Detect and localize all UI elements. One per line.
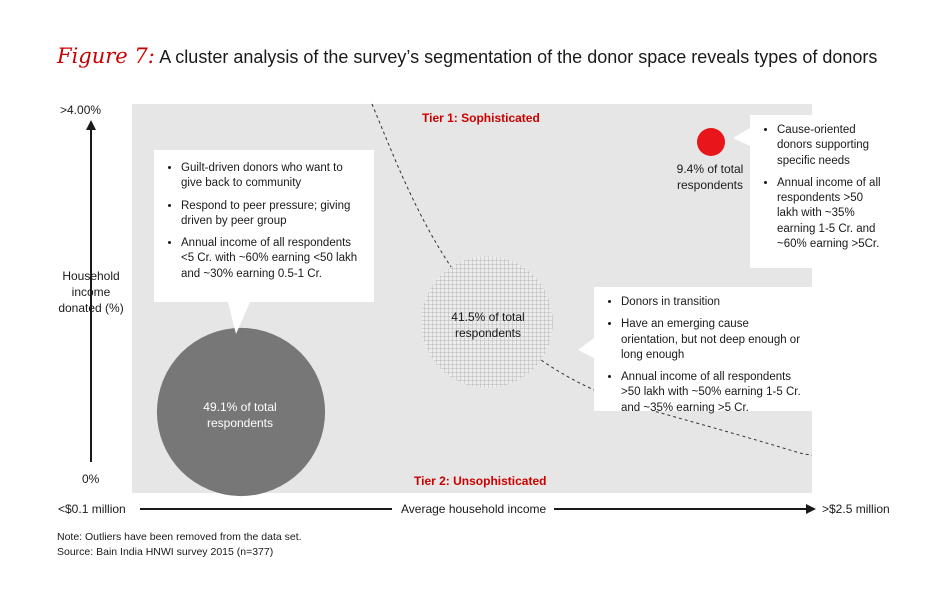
callout-2-bullet-2: • Have an emerging cause orientation, but not deep enough or long enough	[621, 317, 802, 363]
callout-3-bullet-1: • Cause-oriented donors supporting specific needs	[777, 123, 884, 169]
cluster-2-label: 41.5% of total respondents	[451, 310, 525, 340]
callout-1-bullet-2: • Respond to peer pressure; giving driven by peer group	[181, 199, 362, 230]
callout-1-bullet-3: • Annual income of all respondents <5 Cr. with ~60% earning <50 lakh and ~30% earning 0.5-1 Cr.	[181, 236, 362, 282]
callout-cluster-2	[594, 287, 812, 414]
callout-cluster-3	[750, 115, 892, 268]
footnotes	[57, 530, 302, 559]
figure-title-text: A cluster analysis of the survey’s segmentation of the donor space reveals types of donors	[159, 47, 878, 67]
y-axis-min-label: 0%	[82, 472, 100, 486]
callout-cluster-1	[154, 150, 374, 302]
callout-3-bullet-2: • Annual income of all respondents >50 lakh with ~35% earning 1-5 Cr. and ~60% earning >5Cr.	[777, 176, 884, 252]
callout-1-bullet-1: • Guilt-driven donors who want to give back to community	[181, 161, 362, 192]
note-text: Note: Outliers have been removed from the data set.	[57, 531, 302, 543]
cluster-marker-3	[697, 128, 725, 156]
cluster-1-label: 49.1% of total respondents	[203, 400, 277, 430]
y-axis-max-label: >4.00%	[60, 103, 102, 117]
x-axis-title: Average household income	[401, 502, 547, 516]
x-axis-min-label: <$0.1 million	[58, 502, 126, 516]
figure-label: Figure 7:	[57, 44, 155, 68]
tier-1-label: Tier 1: Sophisticated	[422, 111, 540, 125]
callout-pointer-3	[733, 128, 750, 146]
callout-2-bullet-1: • Donors in transition	[621, 295, 802, 310]
callout-2-bullet-3: • Annual income of all respondents >50 lakh with ~50% earning 1-5 Cr. and ~35% earning >5 Cr.	[621, 370, 802, 416]
cluster-3-label: 9.4% of total respondents	[676, 162, 744, 192]
y-axis-title: Household income donated (%)	[58, 269, 124, 316]
callout-pointer-2	[578, 338, 594, 358]
x-axis-max-label: >$2.5 million	[822, 502, 890, 516]
tier-2-label: Tier 2: Unsophisticated	[414, 474, 547, 488]
source-text: Source: Bain India HNWI survey 2015 (n=377)	[57, 545, 274, 558]
